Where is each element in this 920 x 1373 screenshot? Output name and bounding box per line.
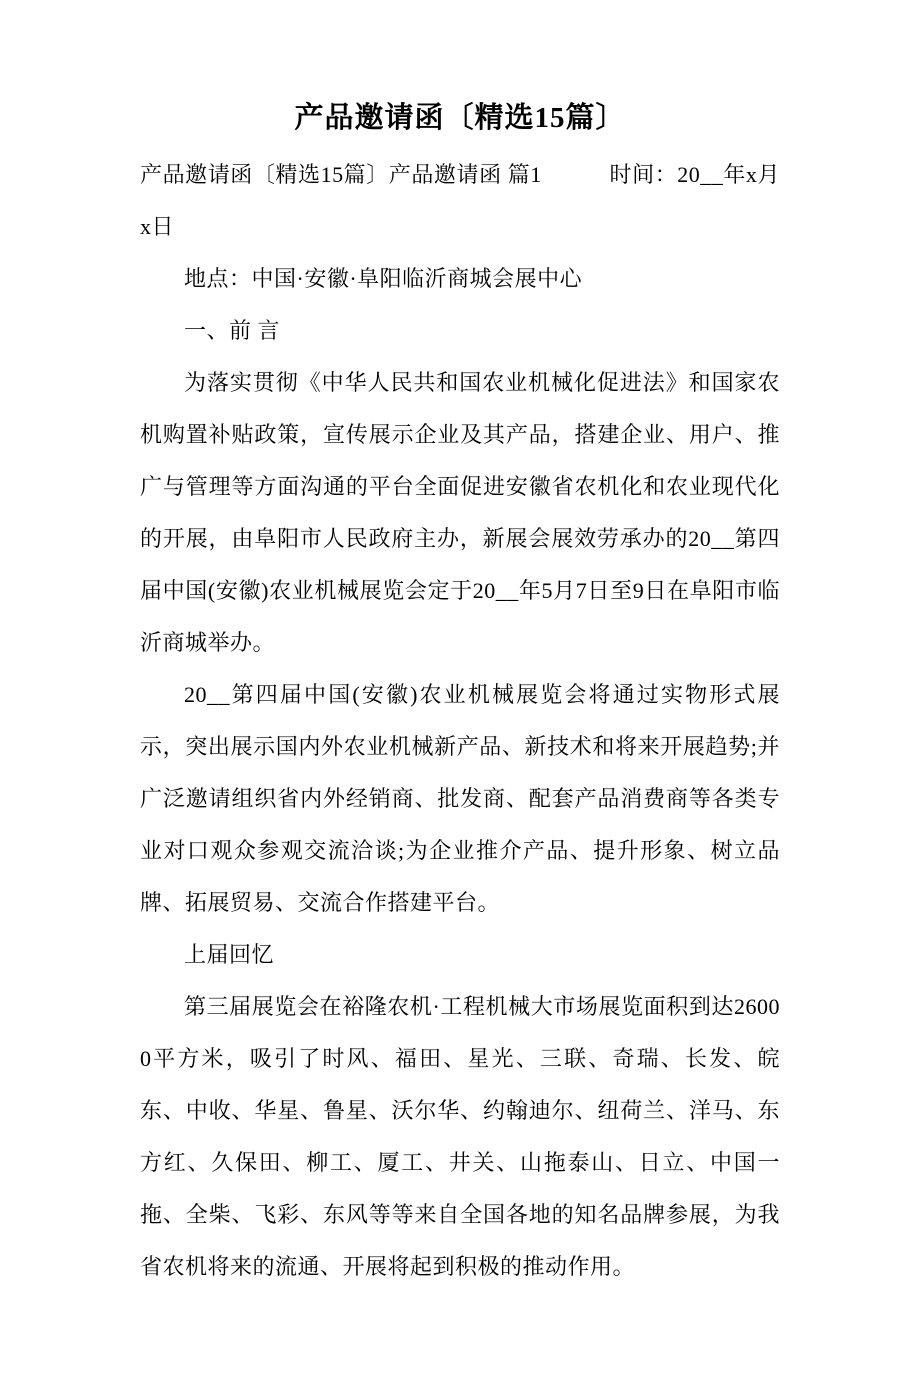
paragraph-meta-time: 产品邀请函〔精选15篇〕产品邀请函 篇1 时间：20__年x月x日 [140,161,780,239]
paragraph-foreword-body-2: 20__第四届中国(安徽)农业机械展览会将通过实物形式展示，突出展示国内外农业机械新产品、新技术和将来开展趋势;并广泛邀请组织省内外经销商、批发商、配套产品消费商等各类专业对口观众参观交流洽谈;为企业推介产品、提升形象、树立品牌、拓展贸易、交流合作搭建平台。 [140,681,780,915]
paragraph-location: 地点：中国·安徽·阜阳临沂商城会展中心 [184,265,583,291]
paragraph-review-body: 第三届展览会在裕隆农机·工程机械大市场展览面积到达26000平方米，吸引了时风、福田、星光、三联、奇瑞、长发、皖东、中收、华星、鲁星、沃尔华、约翰迪尔、纽荷兰、洋马、东方红、久保田、柳工、厦工、井关、山拖泰山、日立、中国一拖、全柴、飞彩、东风等等来自全国各地的知名品牌参展，为我省农机将来的流通、开展将起到积极的推动作用。 [140,993,780,1279]
document-title: 产品邀请函〔精选15篇〕 [294,102,626,134]
paragraph-section-heading-foreword: 一、前 言 [184,317,281,343]
paragraph-section-heading-review: 上届回忆 [184,941,275,967]
paragraph-foreword-body-1: 为落实贯彻《中华人民共和国农业机械化促进法》和国家农机购置补贴政策，宣传展示企业及其产品，搭建企业、用户、推广与管理等方面沟通的平台全面促进安徽省农机化和农业现代化的开展，由阜阳市人民政府主办，新展会展效劳承办的20__第四届中国(安徽)农业机械展览会定于20__年5月7日至9日在阜阳市临沂商城举办。 [140,369,780,655]
